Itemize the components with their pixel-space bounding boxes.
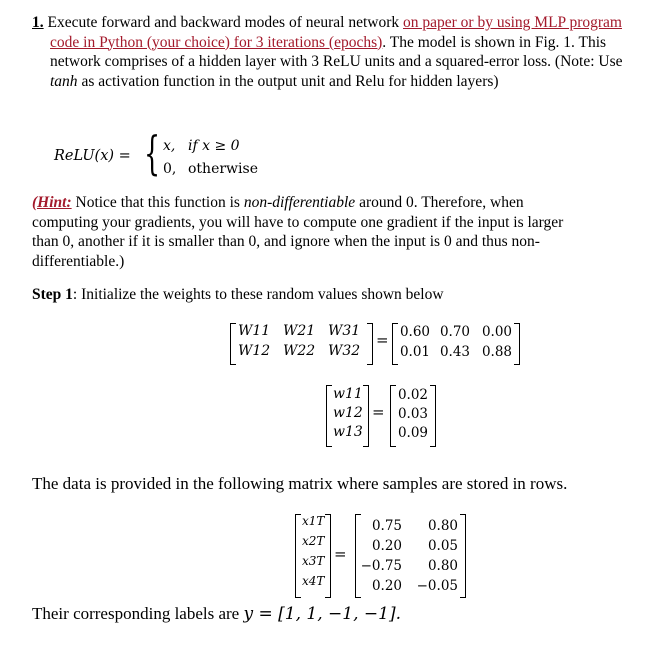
hint-line-4: differentiable.) — [32, 252, 125, 270]
x4T-symbol: x4T — [302, 574, 325, 588]
W-value: 0.88 — [481, 344, 512, 360]
X-value: −0.75 — [360, 558, 402, 574]
W-left-bracket — [230, 323, 236, 365]
W32-symbol: W32 — [328, 343, 361, 359]
W-value: 0.01 — [399, 344, 430, 360]
W-equals: = — [376, 331, 389, 349]
W21-symbol: W21 — [283, 323, 316, 339]
labels-text: Their corresponding labels are — [32, 604, 244, 623]
X-equals: = — [334, 545, 347, 563]
W-value: 0.00 — [481, 324, 512, 340]
relu-case1-condition: if x ≥ 0 — [188, 138, 240, 154]
W31-symbol: W31 — [328, 323, 361, 339]
W11-symbol: W11 — [238, 323, 271, 339]
task-text: . The model is shown in Fig. 1. This — [382, 33, 607, 51]
W22-symbol: W22 — [283, 343, 316, 359]
task-link-1[interactable]: on paper or by using MLP program — [403, 14, 622, 31]
wv-right-bracket — [430, 385, 436, 447]
task-paragraph — [32, 13, 662, 91]
task-link-2[interactable]: code in Python (your choice) for 3 iterations (epochs) — [50, 33, 383, 51]
task-text: Execute forward and backward modes of neural network — [43, 14, 403, 31]
relu-case1-value: x, — [163, 138, 176, 154]
w-left-bracket — [326, 385, 332, 447]
relu-case2-value: 0, — [163, 161, 177, 177]
w-value: 0.03 — [397, 406, 428, 422]
x3T-symbol: x3T — [302, 554, 325, 568]
hint-text: around 0. Therefore, when — [355, 194, 524, 211]
W12-symbol: W12 — [238, 343, 271, 359]
w-equals: = — [372, 403, 385, 421]
labels-math: y = [1, 1, −1, −1]. — [243, 604, 401, 624]
X-value: −0.05 — [416, 578, 458, 594]
W-right-bracket — [367, 323, 373, 365]
task-line-1 — [32, 13, 662, 33]
relu-brace: { — [144, 126, 161, 180]
w-right-bracket — [363, 385, 369, 447]
x2T-symbol: x2T — [302, 534, 325, 548]
X-value: 0.20 — [371, 538, 402, 554]
data-sentence: The data is provided in the following matrix where samples are stored in rows. — [32, 474, 568, 493]
w12-symbol: w12 — [333, 405, 363, 421]
X-value: 0.05 — [427, 538, 458, 554]
task-text: as activation function in the output unit and Relu for hidden layers) — [77, 72, 499, 90]
step1-line — [32, 285, 444, 305]
relu-case2-condition: otherwise — [188, 161, 258, 177]
W-value: 0.43 — [439, 344, 470, 360]
Xv-right-bracket — [460, 514, 466, 598]
x1T-symbol: x1T — [302, 514, 325, 528]
task-line-3: network comprises of a hidden layer with 3 ReLU units and a squared-error loss. (Note: Use — [50, 53, 623, 70]
w11-symbol: w11 — [333, 386, 363, 402]
X-value: 0.80 — [427, 518, 458, 534]
hint-emphasis: non-differentiable — [243, 194, 356, 211]
hint-line-3: than 0, another if it is smaller than 0, and ignore when the input is 0 and thus non- — [32, 233, 540, 250]
step1-text: : Initialize the weights to these random values shown below — [72, 286, 444, 303]
hint-paragraph — [32, 193, 662, 271]
task-number: 1. — [32, 14, 44, 31]
hint-text: Notice that this function is — [71, 194, 244, 211]
X-value: 0.80 — [427, 558, 458, 574]
labels-sentence — [32, 604, 401, 624]
W-value: 0.60 — [399, 324, 430, 340]
w-value: 0.09 — [397, 425, 428, 441]
X-right-bracket — [325, 514, 331, 598]
hint-line-2: computing your gradients, you will have to compute one gradient if the input is larger — [32, 213, 564, 231]
task-line-2 — [32, 33, 662, 53]
w-value: 0.02 — [397, 387, 428, 403]
tanh-emphasis: tanh — [50, 72, 78, 90]
step1-label: Step 1 — [32, 286, 73, 303]
relu-lhs: ReLU(x) = — [54, 148, 131, 164]
X-value: 0.20 — [371, 578, 402, 594]
X-left-bracket — [295, 514, 301, 598]
hint-label: (Hint: — [32, 194, 72, 211]
W-value: 0.70 — [439, 324, 470, 340]
X-value: 0.75 — [371, 518, 402, 534]
Wv-right-bracket — [514, 323, 520, 365]
w13-symbol: w13 — [333, 424, 363, 440]
hint-line-1 — [32, 193, 662, 213]
task-line-4 — [32, 72, 662, 92]
